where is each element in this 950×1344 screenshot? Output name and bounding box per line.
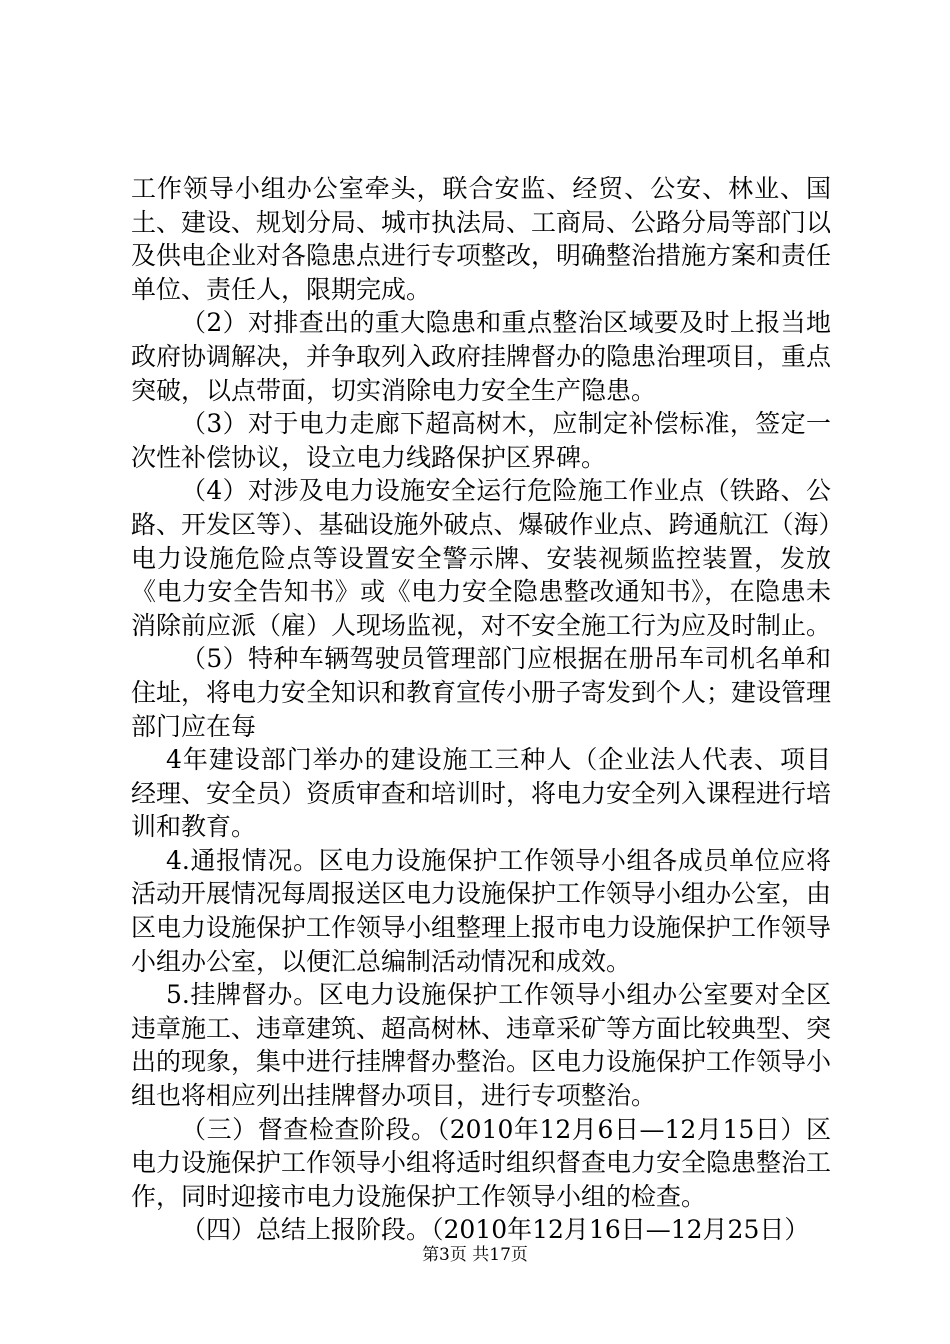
paragraph-item-3: （3）对于电力走廊下超高树木，应制定补偿标准，签定一次性补偿协议，设立电力线路保护区界碑。 bbox=[131, 409, 831, 472]
paragraph-item-2: （2）对排查出的重大隐患和重点整治区域要及时上报当地政府协调解决，并争取列入政府挂牌督办的隐患治理项目，重点突破，以点带面，切实消除电力安全生产隐患。 bbox=[131, 308, 832, 405]
paragraph-summary-stage: （四）总结上报阶段。（2010年12月16日—12月25日） bbox=[181, 1215, 810, 1245]
page-number-footer: 第3页 共17页 bbox=[422, 1245, 528, 1265]
paragraph-continuation: 工作领导小组办公室牵头，联合安监、经贸、公安、林业、国土、建设、规划分局、城市执法局、工商局、公路分局等部门以及供电企业对各隐患点进行专项整改，明确整治措施方案和责任单位、责任人，限期完成。 bbox=[131, 174, 832, 304]
paragraph-item-4: （4）对涉及电力设施安全运行危险施工作业点（铁路、公路、开发区等）、基础设施外破点、爆破作业点、跨通航江（海）电力设施危险点等设置安全警示牌、安装视频监控装置，发放《电力安全告知书》或《电力安全隐患整改通知书》，在隐患未消除前应派（雇）人现场监视，对不安全施工行为应及时制止。 bbox=[131, 476, 832, 640]
document-body bbox=[131, 172, 831, 1247]
paragraph-item-5-continued: 4年建设部门举办的建设施工三种人（企业法人代表、项目经理、安全员）资质审查和培训时，将电力安全列入课程进行培训和教育。 bbox=[131, 745, 832, 842]
paragraph-item-5: （5）特种车辆驾驶员管理部门应根据在册吊车司机名单和住址，将电力安全知识和教育宣传小册子寄发到个人；建设管理部门应在每 bbox=[131, 644, 832, 741]
paragraph-inspection-stage: （三）督查检查阶段。（2010年12月6日—12月15日）区电力设施保护工作领导小组将适时组织督查电力安全隐患整治工作，同时迎接市电力设施保护工作领导小组的检查。 bbox=[131, 1114, 832, 1211]
paragraph-report-situation: 4.通报情况。区电力设施保护工作领导小组各成员单位应将活动开展情况每周报送区电力设施保护工作领导小组办公室，由区电力设施保护工作领导小组整理上报市电力设施保护工作领导小组办公室，以便汇总编制活动情况和成效。 bbox=[131, 845, 832, 976]
paragraph-listed-supervision: 5.挂牌督办。区电力设施保护工作领导小组办公室要对全区违章施工、违章建筑、超高树林、违章采矿等方面比较典型、突出的现象，集中进行挂牌督办整治。区电力设施保护工作领导小组也将相应列出挂牌督办项目，进行专项整治。 bbox=[131, 980, 832, 1111]
